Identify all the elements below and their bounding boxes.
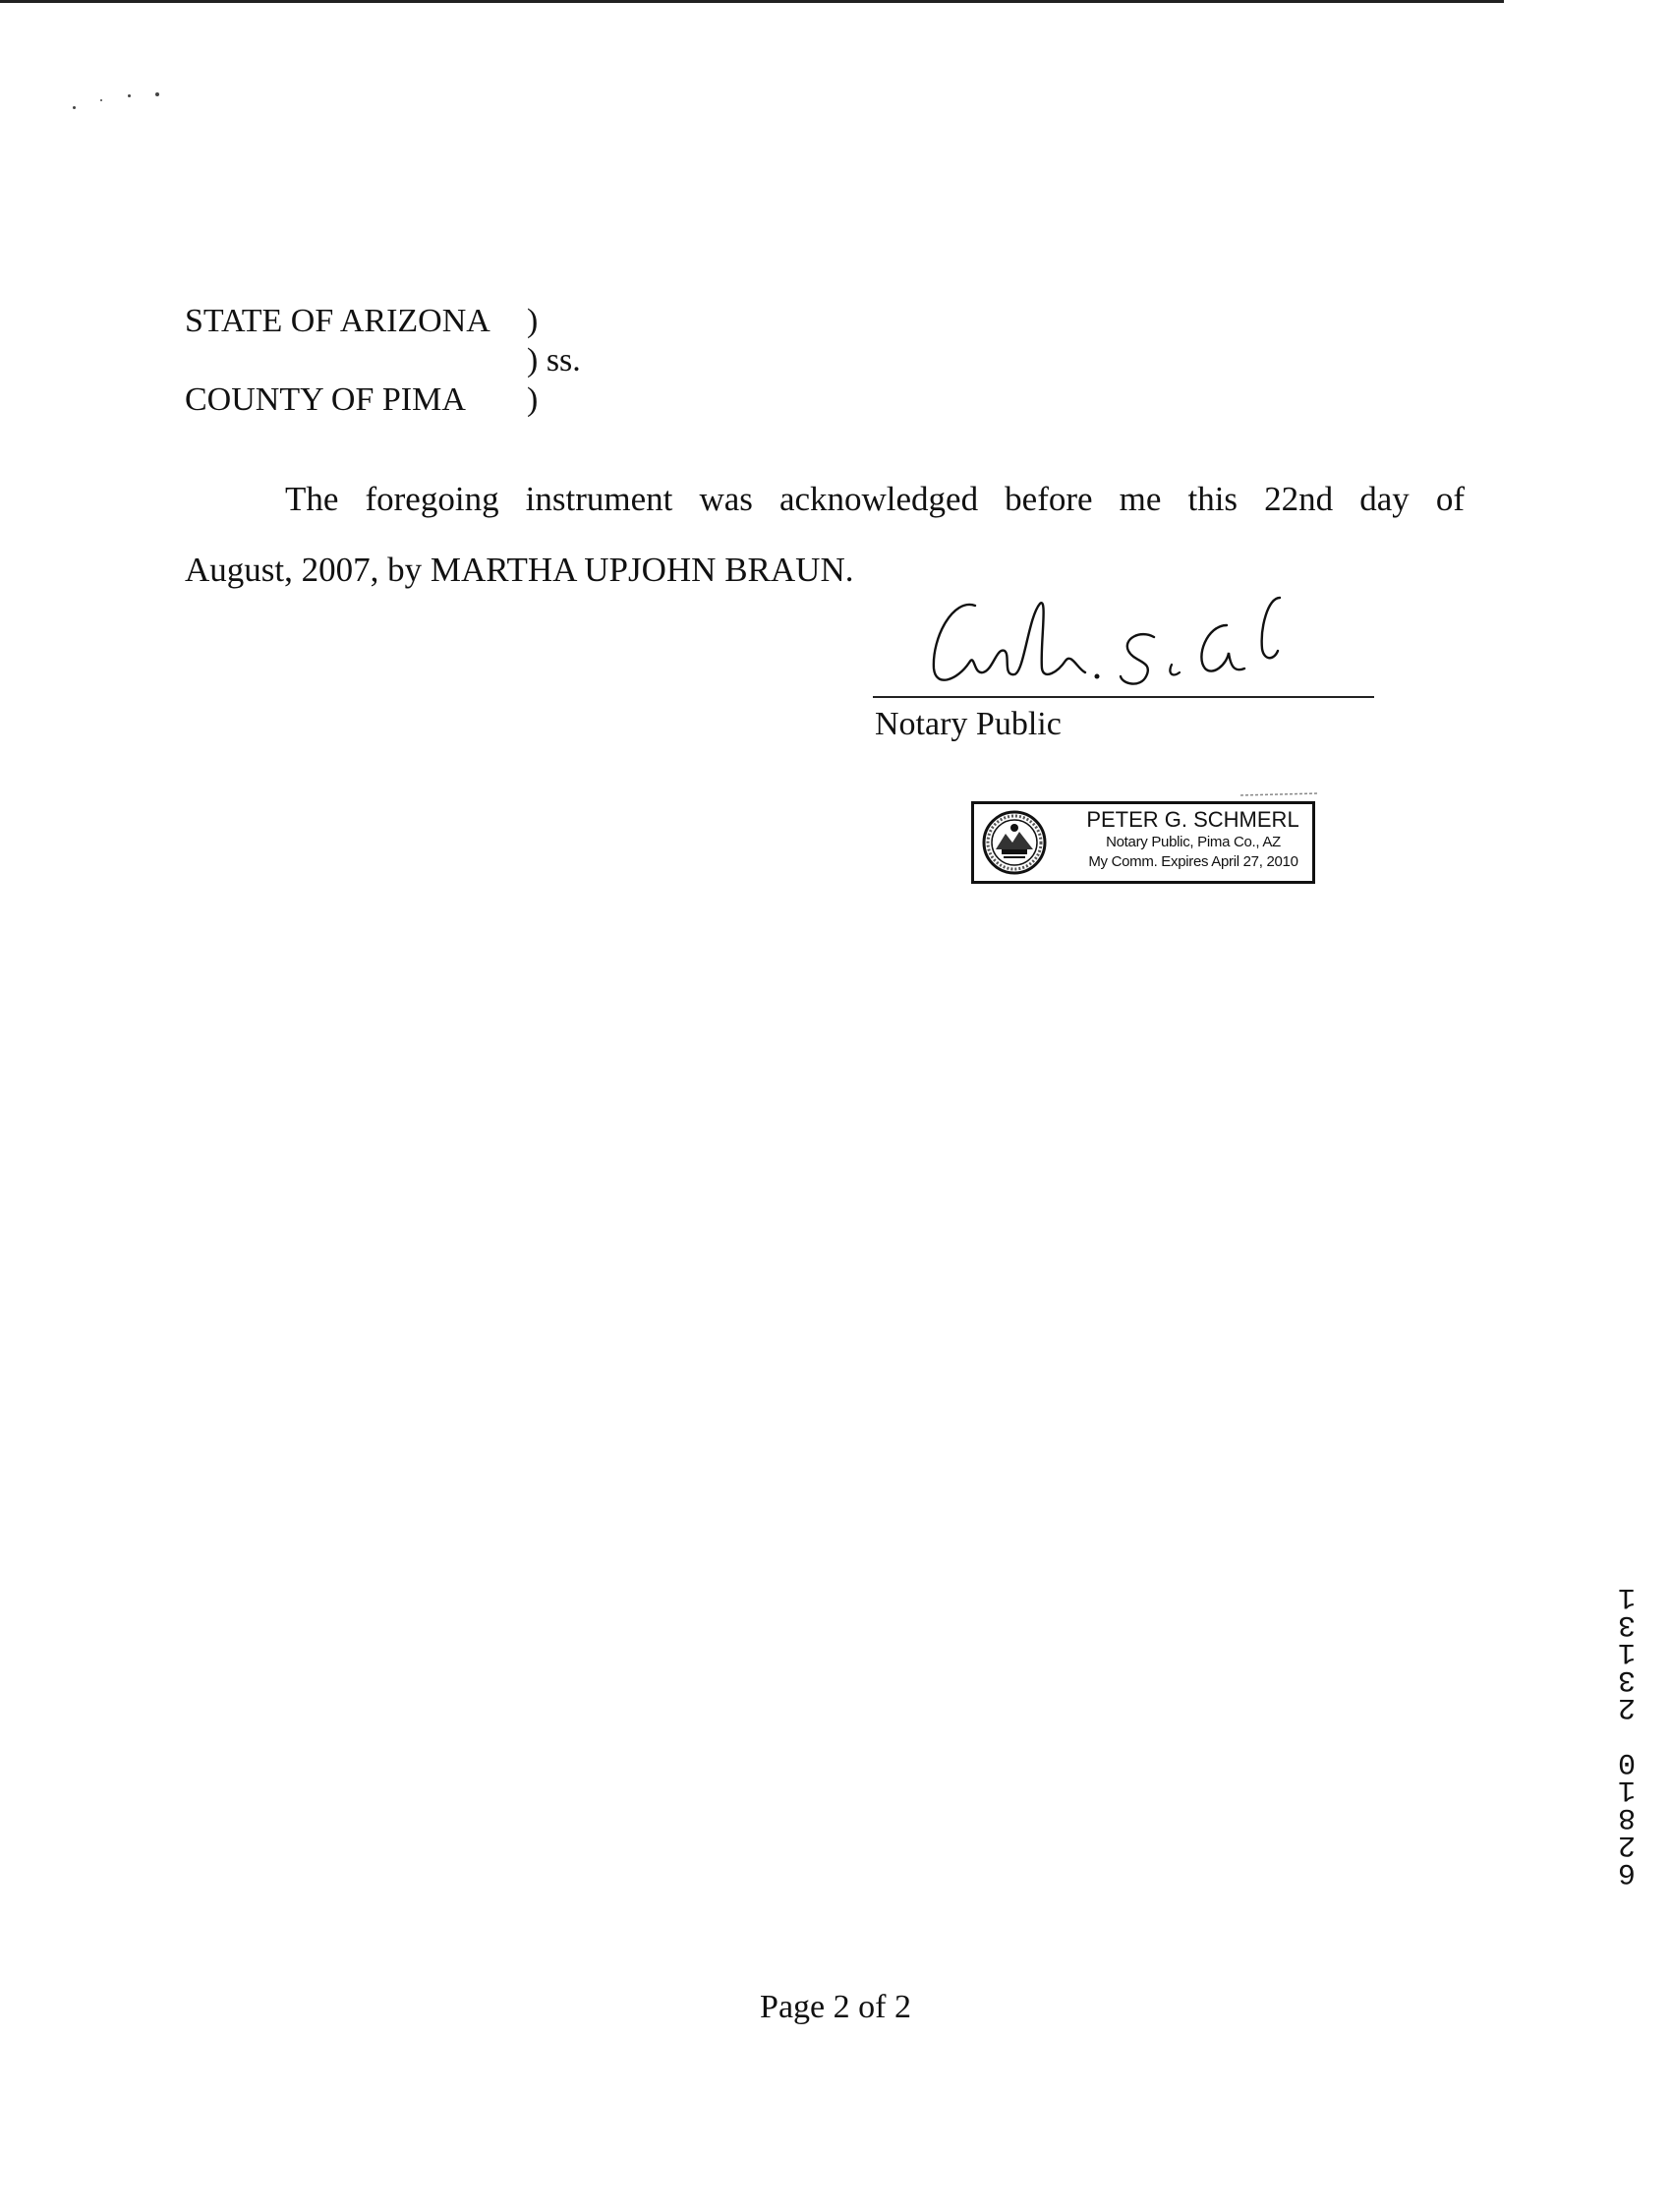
acknowledgment-line-2: August, 2007, by MARTHA UPJOHN BRAUN. <box>185 551 854 589</box>
handwritten-signature-icon <box>914 578 1307 706</box>
signature-line <box>873 696 1374 698</box>
recording-digit: 1 <box>1618 1580 1637 1613</box>
venue-county: COUNTY OF PIMA <box>185 381 466 418</box>
recording-digit: 1 <box>1618 1635 1637 1668</box>
venue-paren-ss: ) ss. <box>527 342 581 378</box>
recording-number <box>1612 1580 1642 1889</box>
recording-digit: 3 <box>1618 1607 1637 1641</box>
recording-digit: 0 <box>1618 1745 1637 1778</box>
notary-stamp <box>971 801 1315 884</box>
recording-digit: 6 <box>1618 1855 1637 1889</box>
venue-paren-bottom: ) <box>527 381 539 418</box>
recording-digit: 2 <box>1618 1828 1637 1861</box>
notary-name: PETER G. SCHMERL <box>1086 807 1299 832</box>
recording-digit: 3 <box>1618 1662 1637 1696</box>
notary-title: Notary Public, Pima Co., AZ <box>1106 834 1281 850</box>
venue-paren-top: ) <box>527 303 539 339</box>
top-edge-rule <box>0 0 1504 3</box>
recording-digit: 2 <box>1618 1690 1637 1723</box>
recording-digit: 1 <box>1618 1773 1637 1806</box>
arizona-state-seal-icon <box>982 810 1047 875</box>
recording-digit: 8 <box>1618 1800 1637 1834</box>
notary-public-label: Notary Public <box>875 706 1062 742</box>
notary-commission-expiration: My Comm. Expires April 27, 2010 <box>1088 853 1298 870</box>
acknowledgment-line-1: The foregoing instrument was acknowledged before me this 22nd day of <box>285 480 1465 518</box>
recording-digit <box>1612 1720 1642 1748</box>
venue-state: STATE OF ARIZONA <box>185 303 490 339</box>
scan-specks <box>71 87 169 116</box>
page-number: Page 2 of 2 <box>760 1989 911 2025</box>
stamp-fine-print-mark <box>1240 790 1317 798</box>
